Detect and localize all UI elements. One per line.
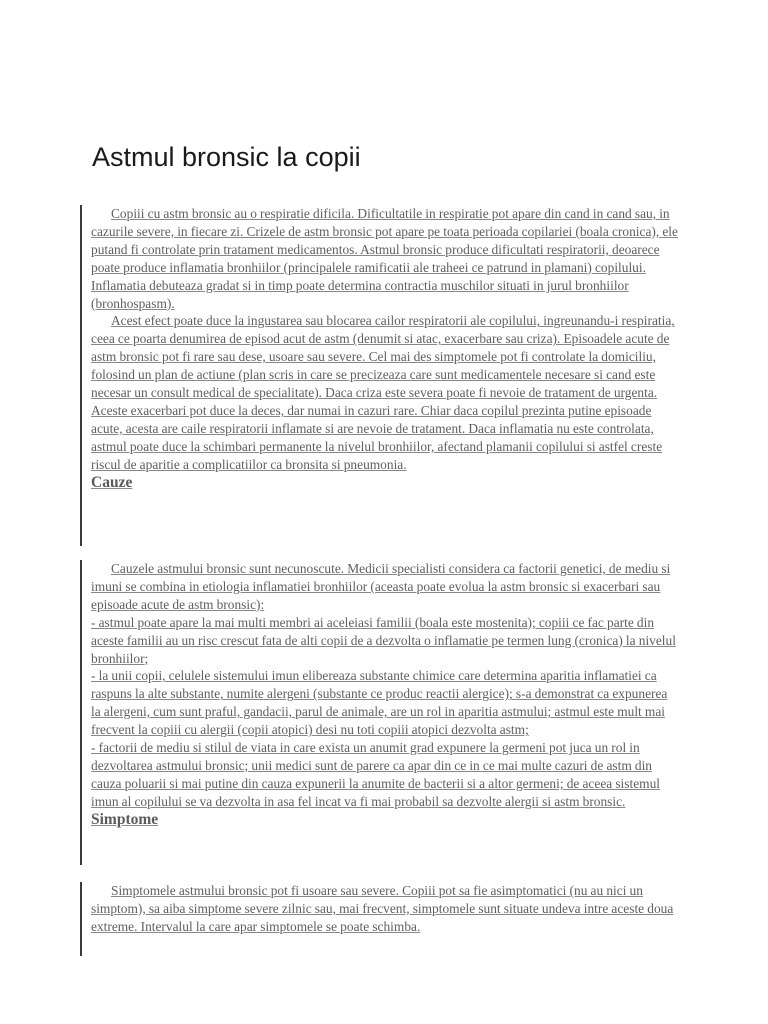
cauze-bullet-2: - la unii copii, celulele sistemului imun elibereaza substante chimice care determina aparitia inflamatiei ca raspuns la alte substante, numite alergeni (substante ce produc reactii alergice); s-a demonstrat ca expunerea la alergeni, cum sunt praful, gandacii, parul de animale, are un rol in aparitia astmului; astmul este mult mai frecvent la copiii cu alergii (copii atopici) desi nu toti copiii atopici dezvolta astm; [91,668,668,738]
cauze-heading: Cauze [91,473,133,491]
simptome-heading: Simptome [91,810,159,828]
margin-bar [80,205,82,546]
simptome-paragraph-1: Simptomele astmului bronsic pot fi usoare sau severe. Copiii pot sa fie asimptomatici (nu au nici un simptom), sa aiba simptome severe zilnic sau, mai frecvent, simptomele sunt situate undeva intre aceste doua extreme. Intervalul la care apar simptomele se poate schimba. [91,883,674,934]
cauze-paragraph-1: Cauzele astmului bronsic sunt necunoscute. Medicii specialisti considera ca factorii genetici, de mediu si imuni se combina in etiologia inflamatiei bronhiilor (aceasta poate evolua la astm bronsic si exacerbari sau episoade acute de astm bronsic): [91,561,671,612]
cauze-text [80,560,680,811]
intro-paragraph-1: Copiii cu astm bronsic au o respiratie dificila. Dificultatile in respiratie pot apare din cand in cand sau, in cazurile severe, in fiecare zi. Crizele de astm bronsic pot apare pe toata perioada copilariei (boala cronica), ele putand fi controlate prin tratament medicamentos. Astmul bronsic produce dificultati respiratorii, deoarece poate produce inflamatia bronhiilor (principalele ramificatii ale traheei ce patrund in plamani) copilului. Inflamatia debuteaza gradat si in timp poate determina contractia muschilor situati in jurul bronhiilor (bronhospasm). [91,206,678,311]
simptome-section [80,882,680,936]
intro-text [80,205,680,474]
cauze-bullet-1: - astmul poate apare la mai multi membri ai aceleiasi familii (boala este mostenita); copiii ce fac parte din aceste familii au un risc crescut fata de alti copii de a dezvolta o inflamatie pe termen lung (cronica) la nivelul bronhiilor; [91,614,676,666]
cauze-section [80,560,680,829]
cauze-bullet-3: - factorii de mediu si stilul de viata in care exista un anumit grad expunere la germeni pot juca un rol in dezvoltarea astmului bronsic; unii medici sunt de parere ca apar din ce in ce mai multe cazuri de astm din cauza poluarii si mai putine din cauza expunerii la anumite de bacterii si a altor germeni; de aceea sistemul imun al copilului se va dezvolta in asa fel incat va fi mai probabil sa dezvolte alergii si astm bronsic. [91,740,660,809]
page-title: Astmul bronsic la copii [92,142,361,172]
intro-section [80,205,680,492]
intro-paragraph-2: Acest efect poate duce la ingustarea sau blocarea cailor respiratorii ale copilului, ingreunandu-i respiratia, ceea ce poarta denumirea de episod acut de astm (denumit si atac, exacerbare sau criza). Episoadele acute de astm bronsic pot fi rare sau dese, usoare sau severe. Cel mai des simptomele pot fi controlate la domiciliu, folosind un plan de actiune (plan scris in care se precizeaza care sunt medicamentele necesare si cand este necesar un consult medical de specialitate). Daca criza este severa poate fi nevoie de tratament de urgenta. Aceste exacerbari pot duce la deces, dar numai in cazuri rare. Chiar daca copilul prezinta putine episoade acute, acesta are caile respiratorii inflamate si are nevoie de tratament. Daca inflamatia nu este controlata, astmul poate duce la schimbari permanente la nivelul bronhiilor, afectand plamanii copilului si astfel creste riscul de aparitie a complicatiilor ca bronsita si pneumonia. [91,313,675,472]
margin-bar [80,882,82,956]
margin-bar [80,560,82,865]
simptome-text [80,882,680,936]
